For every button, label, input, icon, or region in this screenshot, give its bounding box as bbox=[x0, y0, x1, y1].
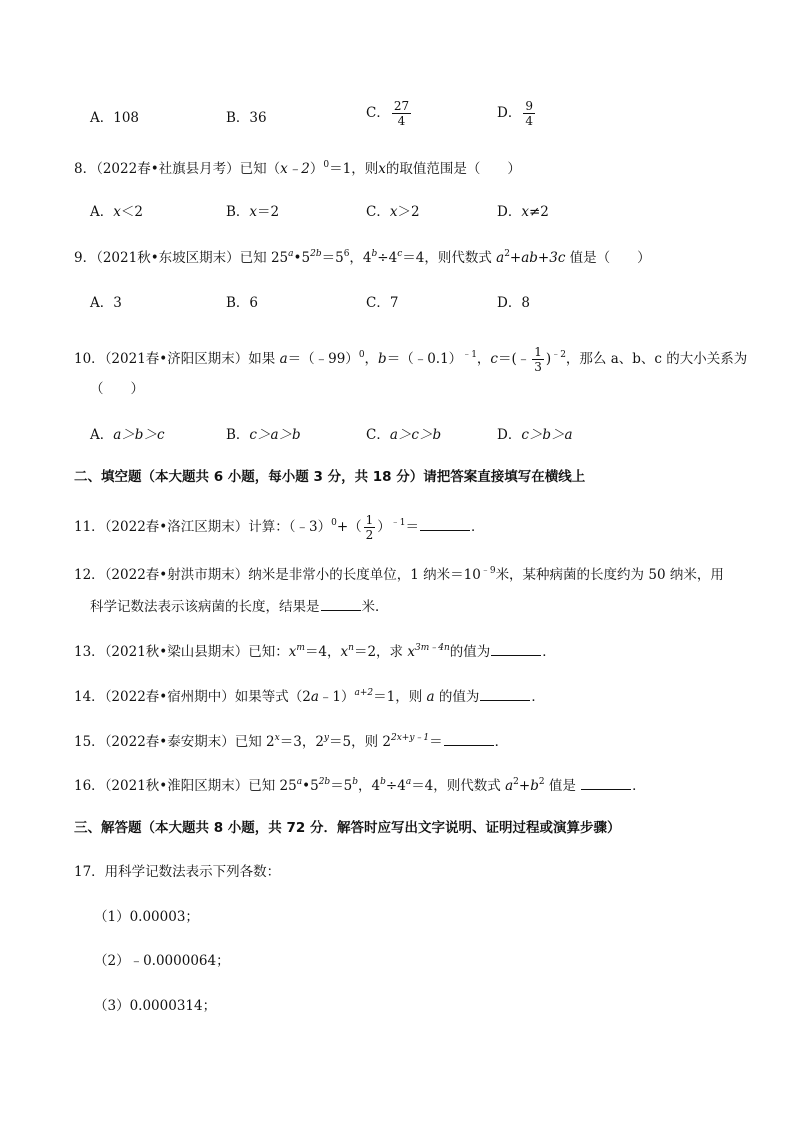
math: +ab+3c bbox=[509, 250, 566, 266]
exponent: 0 bbox=[358, 350, 365, 360]
text: ＝1，则 bbox=[329, 161, 379, 177]
text: 米，某种病菌的长度约为 50 纳米，用 bbox=[495, 567, 724, 583]
q9-option-b bbox=[226, 294, 258, 312]
exponent: 2x+y﹣1 bbox=[391, 733, 430, 743]
q8-option-b bbox=[226, 203, 279, 221]
math-variable: a bbox=[310, 689, 319, 705]
text: 已知 2 bbox=[234, 734, 275, 750]
math-variable: x bbox=[113, 204, 121, 220]
question-source: （2022春•泰安期末） bbox=[104, 734, 235, 750]
text: 值是 bbox=[544, 778, 581, 794]
option-label: A． bbox=[90, 427, 114, 443]
exponent: c bbox=[397, 249, 403, 259]
q16-stem bbox=[74, 777, 646, 795]
question-number: 15． bbox=[74, 734, 105, 750]
option-label: D． bbox=[497, 105, 522, 121]
text: 纳米是非常小的长度单位，1 纳米＝10 bbox=[248, 567, 481, 583]
text: 如果等式（2 bbox=[234, 689, 311, 705]
text: ＝5 bbox=[321, 250, 344, 266]
exponent: 6 bbox=[343, 249, 350, 259]
option-text: a＞c＞b bbox=[389, 427, 442, 443]
answer-blank[interactable] bbox=[491, 643, 541, 656]
fraction-denominator: 2 bbox=[365, 528, 374, 542]
text: ＝（﹣0.1） bbox=[386, 351, 463, 367]
fraction-denominator: 4 bbox=[525, 114, 533, 128]
option-label: A． bbox=[90, 295, 114, 311]
question-number: 16． bbox=[74, 778, 105, 794]
question-source: （2021秋•东坡区期末） bbox=[96, 250, 240, 266]
q10-answer-paren: （ ） bbox=[90, 381, 144, 397]
exponent: a+2 bbox=[354, 688, 374, 698]
q12-line2 bbox=[90, 598, 389, 616]
text: ＝4，则代数式 bbox=[402, 250, 497, 266]
q8-option-d bbox=[497, 203, 549, 221]
fraction bbox=[364, 513, 376, 542]
question-source: （2021秋•淮阳区期末） bbox=[104, 778, 249, 794]
exponent: 2b bbox=[318, 777, 331, 787]
option-label: B． bbox=[226, 110, 250, 126]
text: ＝4， bbox=[304, 644, 341, 660]
q9-option-a bbox=[90, 294, 122, 312]
math-variable: x bbox=[249, 204, 258, 220]
text: ＝(﹣ bbox=[497, 351, 531, 367]
exponent: ﹣2 bbox=[551, 350, 566, 360]
q7-option-c bbox=[366, 99, 413, 128]
q11-stem bbox=[74, 513, 485, 542]
text: ，4 bbox=[349, 250, 372, 266]
q14-stem bbox=[74, 688, 545, 706]
text: ) bbox=[545, 351, 552, 367]
math-variable: b bbox=[530, 778, 539, 794]
q10-option-d bbox=[497, 426, 573, 444]
option-label: C． bbox=[366, 105, 390, 121]
q17-item-2: （2）﹣0.0000064； bbox=[94, 953, 230, 969]
section-heading-fill-in: 二、填空题（本大题共 6 小题，每小题 3 分，共 18 分）请把答案直接填写在横线上 bbox=[74, 469, 586, 485]
exponent: 2 bbox=[538, 777, 545, 787]
option-label: B． bbox=[226, 295, 250, 311]
exponent: n bbox=[348, 643, 354, 653]
text: ＝（﹣99） bbox=[287, 351, 359, 367]
exponent: 2 bbox=[513, 777, 519, 787]
fraction-denominator: 3 bbox=[534, 360, 542, 374]
text: ＝ bbox=[429, 734, 443, 750]
question-number: 11． bbox=[74, 519, 105, 535]
section-heading-solutions: 三、解答题（本大题共 8 小题，共 72 分．解答时应写出文字说明、证明过程或演算步骤） bbox=[74, 820, 621, 836]
exponent: 3m﹣4n bbox=[414, 643, 450, 653]
option-label: B． bbox=[226, 427, 250, 443]
answer-blank[interactable] bbox=[581, 777, 631, 790]
math: x﹣2 bbox=[280, 161, 310, 177]
option-text: 108 bbox=[113, 110, 140, 126]
question-source: （2022春•射洪市期末） bbox=[104, 567, 249, 583]
text: ＝1，则 bbox=[373, 689, 427, 705]
math-variable: a bbox=[279, 351, 288, 367]
text: 已知： bbox=[248, 644, 289, 660]
text: 已知（ bbox=[239, 161, 281, 177]
text: ） bbox=[309, 161, 324, 177]
option-text: 6 bbox=[249, 295, 259, 311]
q7-option-a bbox=[90, 109, 139, 127]
text: •5 bbox=[293, 250, 311, 266]
exponent: a bbox=[296, 777, 303, 787]
math-variable: x bbox=[389, 204, 398, 220]
answer-blank[interactable] bbox=[321, 598, 361, 611]
option-label: C． bbox=[366, 427, 390, 443]
math-variable: a bbox=[505, 778, 514, 794]
text: 如果 bbox=[248, 351, 280, 367]
text: +（ bbox=[336, 519, 362, 535]
text: ＝5 bbox=[330, 778, 353, 794]
exponent: m bbox=[296, 643, 305, 653]
question-source: （2021秋•梁山县期末） bbox=[104, 644, 249, 660]
math-variable: x bbox=[407, 644, 415, 660]
math-variable: c bbox=[490, 351, 498, 367]
text: + bbox=[518, 778, 531, 794]
exponent: x bbox=[274, 733, 280, 743]
q10-stem bbox=[74, 345, 747, 374]
text: ， bbox=[476, 351, 491, 367]
text: 科学记数法表示该病菌的长度，结果是 bbox=[90, 599, 320, 615]
q17-item-3: （3）0.0000314； bbox=[94, 998, 217, 1014]
q10-option-b bbox=[226, 426, 301, 444]
math-variable: a bbox=[496, 250, 505, 266]
question-number: 13． bbox=[74, 644, 105, 660]
option-label: A． bbox=[90, 110, 114, 126]
text: ，那么 a、b、c 的大小关系为 bbox=[565, 351, 748, 367]
option-text: ≠2 bbox=[528, 204, 549, 220]
text: 值是（ ） bbox=[565, 250, 651, 266]
fraction bbox=[532, 345, 544, 374]
question-source: （2022春•社旗县月考） bbox=[96, 161, 240, 177]
fraction-numerator: 1 bbox=[534, 345, 542, 359]
question-source: （2022春•洛江区期末） bbox=[104, 519, 249, 535]
text: ＝2，求 bbox=[353, 644, 408, 660]
exponent: b bbox=[371, 249, 378, 259]
text: ﹣1） bbox=[318, 689, 355, 705]
answer-blank[interactable] bbox=[480, 688, 530, 701]
q9-option-c bbox=[366, 294, 398, 312]
option-text: ＞2 bbox=[397, 204, 420, 220]
q10-option-a bbox=[90, 426, 165, 444]
exponent: 0 bbox=[331, 518, 337, 528]
math-variable: x bbox=[378, 161, 386, 177]
exponent: b bbox=[380, 777, 386, 787]
q8-stem bbox=[74, 160, 521, 178]
option-text: a＞b＞c bbox=[113, 427, 165, 443]
math-variable: x bbox=[288, 644, 297, 660]
text: 的取值范围是（ ） bbox=[385, 161, 521, 177]
text: 米． bbox=[361, 599, 389, 615]
option-text: ＜2 bbox=[120, 204, 143, 220]
q13-stem bbox=[74, 643, 556, 661]
text: ÷4 bbox=[385, 778, 406, 794]
text: •5 bbox=[302, 778, 319, 794]
option-label: C． bbox=[366, 295, 390, 311]
q17-stem: 17．用科学记数法表示下列各数： bbox=[74, 864, 281, 880]
q9-option-d bbox=[497, 294, 530, 312]
fraction bbox=[392, 99, 411, 128]
exponent: y bbox=[323, 733, 330, 743]
option-label: A． bbox=[90, 204, 114, 220]
exponent: a bbox=[288, 249, 294, 259]
option-text: c＞b＞a bbox=[521, 427, 573, 443]
text: 计算：（﹣3） bbox=[248, 519, 332, 535]
exponent: ﹣1 bbox=[462, 350, 477, 360]
text: ÷4 bbox=[377, 250, 398, 266]
option-label: B． bbox=[226, 204, 250, 220]
exponent: 0 bbox=[323, 160, 330, 170]
math-variable: x bbox=[521, 204, 529, 220]
text: ， bbox=[364, 351, 379, 367]
option-text: c＞a＞b bbox=[249, 427, 301, 443]
math-variable: x bbox=[340, 644, 349, 660]
option-label: D． bbox=[497, 295, 522, 311]
question-number: 14． bbox=[74, 689, 105, 705]
fraction bbox=[523, 99, 535, 128]
q8-option-a bbox=[90, 203, 143, 221]
q7-option-d bbox=[497, 99, 537, 128]
fraction-numerator: 27 bbox=[393, 99, 410, 113]
text: ． bbox=[471, 519, 485, 535]
text: ，4 bbox=[358, 778, 381, 794]
q17-item-1: （1）0.00003； bbox=[94, 909, 199, 925]
exponent: ﹣1 bbox=[390, 518, 406, 528]
option-text: 3 bbox=[113, 295, 122, 311]
answer-blank[interactable] bbox=[444, 733, 494, 746]
option-text: 8 bbox=[521, 295, 530, 311]
exponent: b bbox=[352, 777, 359, 787]
question-number: 10． bbox=[74, 351, 105, 367]
text: ． bbox=[531, 689, 545, 705]
math-variable: b bbox=[378, 351, 387, 367]
exponent: 2b bbox=[310, 249, 322, 259]
text: ＝3，2 bbox=[279, 734, 324, 750]
text: ． bbox=[632, 778, 646, 794]
q12-stem bbox=[74, 566, 724, 584]
exponent: a bbox=[405, 777, 412, 787]
text: ． bbox=[494, 734, 509, 750]
answer-blank[interactable] bbox=[420, 518, 470, 531]
option-label: D． bbox=[497, 204, 522, 220]
option-label: C． bbox=[366, 204, 390, 220]
option-text: 7 bbox=[389, 295, 399, 311]
question-source: （2022春•宿州期中） bbox=[104, 689, 235, 705]
math-variable: a bbox=[426, 689, 435, 705]
q8-option-c bbox=[366, 203, 420, 221]
fraction-denominator: 4 bbox=[397, 114, 406, 128]
fraction-numerator: 9 bbox=[525, 99, 533, 113]
text: ＝ bbox=[405, 519, 420, 535]
question-number: 9． bbox=[74, 250, 97, 266]
text: ） bbox=[377, 519, 391, 535]
option-text: 36 bbox=[249, 110, 267, 126]
text: 已知 25 bbox=[248, 778, 297, 794]
option-text: ＝2 bbox=[257, 204, 280, 220]
question-number: 12． bbox=[74, 567, 105, 583]
text: ． bbox=[542, 644, 556, 660]
exponent: ﹣9 bbox=[480, 566, 496, 576]
question-number: 8． bbox=[74, 161, 97, 177]
text: 的值为 bbox=[449, 644, 491, 660]
question-source: （2021春•济阳区期末） bbox=[104, 351, 249, 367]
option-label: D． bbox=[497, 427, 522, 443]
q10-option-c bbox=[366, 426, 441, 444]
q9-stem bbox=[74, 249, 651, 267]
text: 的值为 bbox=[434, 689, 480, 705]
q7-option-b bbox=[226, 109, 267, 127]
q15-stem bbox=[74, 733, 508, 751]
text: ＝4，则代数式 bbox=[411, 778, 506, 794]
fraction-numerator: 1 bbox=[365, 513, 374, 527]
text: ＝5，则 2 bbox=[329, 734, 391, 750]
text: 已知 25 bbox=[239, 250, 289, 266]
exponent: 2 bbox=[504, 249, 510, 259]
